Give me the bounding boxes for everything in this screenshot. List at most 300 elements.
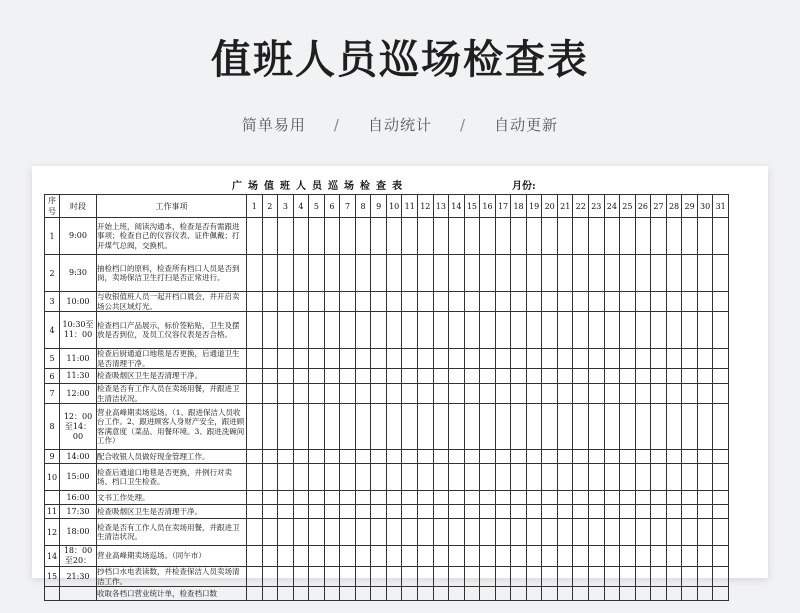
day-check-cell[interactable] <box>262 567 278 587</box>
day-check-cell[interactable] <box>418 255 434 292</box>
day-check-cell[interactable] <box>651 519 667 546</box>
day-check-cell[interactable] <box>386 218 402 255</box>
day-check-cell[interactable] <box>557 255 573 292</box>
day-check-cell[interactable] <box>604 464 620 491</box>
day-check-cell[interactable] <box>666 546 682 567</box>
day-check-cell[interactable] <box>635 218 651 255</box>
day-check-cell[interactable] <box>371 450 387 464</box>
day-check-cell[interactable] <box>449 519 465 546</box>
day-check-cell[interactable] <box>511 505 527 519</box>
day-check-cell[interactable] <box>278 505 294 519</box>
day-check-cell[interactable] <box>511 464 527 491</box>
day-check-cell[interactable] <box>557 292 573 312</box>
day-check-cell[interactable] <box>324 255 340 292</box>
day-check-cell[interactable] <box>418 519 434 546</box>
day-check-cell[interactable] <box>557 384 573 404</box>
day-check-cell[interactable] <box>620 312 636 349</box>
day-check-cell[interactable] <box>682 369 698 384</box>
day-check-cell[interactable] <box>386 369 402 384</box>
day-check-cell[interactable] <box>666 349 682 369</box>
day-check-cell[interactable] <box>573 491 589 505</box>
day-check-cell[interactable] <box>262 349 278 369</box>
day-check-cell[interactable] <box>573 404 589 450</box>
day-check-cell[interactable] <box>620 349 636 369</box>
day-check-cell[interactable] <box>713 546 729 567</box>
day-check-cell[interactable] <box>433 312 449 349</box>
day-check-cell[interactable] <box>324 519 340 546</box>
day-check-cell[interactable] <box>573 369 589 384</box>
day-check-cell[interactable] <box>262 218 278 255</box>
day-check-cell[interactable] <box>713 384 729 404</box>
day-check-cell[interactable] <box>620 218 636 255</box>
day-check-cell[interactable] <box>386 505 402 519</box>
day-check-cell[interactable] <box>604 491 620 505</box>
day-check-cell[interactable] <box>340 404 356 450</box>
day-check-cell[interactable] <box>309 450 325 464</box>
day-check-cell[interactable] <box>635 292 651 312</box>
day-check-cell[interactable] <box>651 546 667 567</box>
day-check-cell[interactable] <box>278 491 294 505</box>
day-check-cell[interactable] <box>324 312 340 349</box>
day-check-cell[interactable] <box>340 567 356 587</box>
day-check-cell[interactable] <box>386 450 402 464</box>
day-check-cell[interactable] <box>324 491 340 505</box>
day-check-cell[interactable] <box>635 546 651 567</box>
day-check-cell[interactable] <box>526 519 542 546</box>
day-check-cell[interactable] <box>449 567 465 587</box>
day-check-cell[interactable] <box>511 587 527 601</box>
day-check-cell[interactable] <box>293 384 309 404</box>
day-check-cell[interactable] <box>418 384 434 404</box>
day-check-cell[interactable] <box>247 587 263 601</box>
day-check-cell[interactable] <box>262 369 278 384</box>
day-check-cell[interactable] <box>480 491 496 505</box>
day-check-cell[interactable] <box>495 505 511 519</box>
day-check-cell[interactable] <box>247 255 263 292</box>
day-check-cell[interactable] <box>666 369 682 384</box>
day-check-cell[interactable] <box>557 404 573 450</box>
day-check-cell[interactable] <box>573 464 589 491</box>
day-check-cell[interactable] <box>526 491 542 505</box>
day-check-cell[interactable] <box>480 450 496 464</box>
day-check-cell[interactable] <box>402 255 418 292</box>
day-check-cell[interactable] <box>589 384 605 404</box>
day-check-cell[interactable] <box>495 384 511 404</box>
day-check-cell[interactable] <box>480 505 496 519</box>
day-check-cell[interactable] <box>262 255 278 292</box>
day-check-cell[interactable] <box>713 464 729 491</box>
day-check-cell[interactable] <box>713 292 729 312</box>
day-check-cell[interactable] <box>340 587 356 601</box>
day-check-cell[interactable] <box>604 349 620 369</box>
day-check-cell[interactable] <box>682 349 698 369</box>
day-check-cell[interactable] <box>713 519 729 546</box>
day-check-cell[interactable] <box>651 450 667 464</box>
day-check-cell[interactable] <box>651 218 667 255</box>
day-check-cell[interactable] <box>433 587 449 601</box>
day-check-cell[interactable] <box>371 404 387 450</box>
day-check-cell[interactable] <box>526 384 542 404</box>
day-check-cell[interactable] <box>464 349 480 369</box>
day-check-cell[interactable] <box>371 384 387 404</box>
day-check-cell[interactable] <box>293 292 309 312</box>
day-check-cell[interactable] <box>293 312 309 349</box>
day-check-cell[interactable] <box>511 519 527 546</box>
day-check-cell[interactable] <box>526 349 542 369</box>
day-check-cell[interactable] <box>666 519 682 546</box>
day-check-cell[interactable] <box>386 349 402 369</box>
day-check-cell[interactable] <box>355 505 371 519</box>
day-check-cell[interactable] <box>402 491 418 505</box>
day-check-cell[interactable] <box>449 587 465 601</box>
day-check-cell[interactable] <box>713 587 729 601</box>
day-check-cell[interactable] <box>542 292 558 312</box>
day-check-cell[interactable] <box>511 312 527 349</box>
day-check-cell[interactable] <box>620 404 636 450</box>
day-check-cell[interactable] <box>682 255 698 292</box>
day-check-cell[interactable] <box>262 464 278 491</box>
day-check-cell[interactable] <box>449 546 465 567</box>
day-check-cell[interactable] <box>340 464 356 491</box>
day-check-cell[interactable] <box>278 292 294 312</box>
day-check-cell[interactable] <box>449 464 465 491</box>
day-check-cell[interactable] <box>402 464 418 491</box>
day-check-cell[interactable] <box>682 505 698 519</box>
day-check-cell[interactable] <box>433 255 449 292</box>
day-check-cell[interactable] <box>464 312 480 349</box>
day-check-cell[interactable] <box>682 404 698 450</box>
day-check-cell[interactable] <box>604 450 620 464</box>
day-check-cell[interactable] <box>309 255 325 292</box>
day-check-cell[interactable] <box>635 505 651 519</box>
day-check-cell[interactable] <box>262 491 278 505</box>
day-check-cell[interactable] <box>433 369 449 384</box>
day-check-cell[interactable] <box>542 567 558 587</box>
day-check-cell[interactable] <box>309 505 325 519</box>
day-check-cell[interactable] <box>697 519 713 546</box>
day-check-cell[interactable] <box>557 491 573 505</box>
day-check-cell[interactable] <box>262 312 278 349</box>
day-check-cell[interactable] <box>324 464 340 491</box>
day-check-cell[interactable] <box>573 255 589 292</box>
day-check-cell[interactable] <box>371 312 387 349</box>
day-check-cell[interactable] <box>557 450 573 464</box>
day-check-cell[interactable] <box>464 292 480 312</box>
day-check-cell[interactable] <box>247 218 263 255</box>
day-check-cell[interactable] <box>713 218 729 255</box>
day-check-cell[interactable] <box>589 292 605 312</box>
day-check-cell[interactable] <box>604 567 620 587</box>
day-check-cell[interactable] <box>247 505 263 519</box>
day-check-cell[interactable] <box>635 491 651 505</box>
day-check-cell[interactable] <box>386 546 402 567</box>
day-check-cell[interactable] <box>402 312 418 349</box>
day-check-cell[interactable] <box>542 255 558 292</box>
day-check-cell[interactable] <box>682 491 698 505</box>
day-check-cell[interactable] <box>480 349 496 369</box>
day-check-cell[interactable] <box>511 404 527 450</box>
day-check-cell[interactable] <box>697 491 713 505</box>
day-check-cell[interactable] <box>449 450 465 464</box>
day-check-cell[interactable] <box>666 384 682 404</box>
day-check-cell[interactable] <box>262 519 278 546</box>
day-check-cell[interactable] <box>620 567 636 587</box>
day-check-cell[interactable] <box>620 546 636 567</box>
day-check-cell[interactable] <box>604 384 620 404</box>
day-check-cell[interactable] <box>604 546 620 567</box>
day-check-cell[interactable] <box>340 255 356 292</box>
day-check-cell[interactable] <box>449 491 465 505</box>
day-check-cell[interactable] <box>433 505 449 519</box>
day-check-cell[interactable] <box>713 404 729 450</box>
day-check-cell[interactable] <box>713 567 729 587</box>
day-check-cell[interactable] <box>371 255 387 292</box>
day-check-cell[interactable] <box>324 349 340 369</box>
day-check-cell[interactable] <box>371 505 387 519</box>
day-check-cell[interactable] <box>449 505 465 519</box>
day-check-cell[interactable] <box>309 491 325 505</box>
day-check-cell[interactable] <box>635 349 651 369</box>
day-check-cell[interactable] <box>340 546 356 567</box>
day-check-cell[interactable] <box>371 546 387 567</box>
day-check-cell[interactable] <box>247 464 263 491</box>
day-check-cell[interactable] <box>433 349 449 369</box>
day-check-cell[interactable] <box>651 384 667 404</box>
day-check-cell[interactable] <box>433 384 449 404</box>
day-check-cell[interactable] <box>247 519 263 546</box>
day-check-cell[interactable] <box>713 369 729 384</box>
day-check-cell[interactable] <box>542 505 558 519</box>
day-check-cell[interactable] <box>697 505 713 519</box>
day-check-cell[interactable] <box>635 312 651 349</box>
day-check-cell[interactable] <box>340 384 356 404</box>
day-check-cell[interactable] <box>573 587 589 601</box>
day-check-cell[interactable] <box>418 450 434 464</box>
day-check-cell[interactable] <box>324 292 340 312</box>
day-check-cell[interactable] <box>589 567 605 587</box>
day-check-cell[interactable] <box>542 404 558 450</box>
day-check-cell[interactable] <box>620 464 636 491</box>
day-check-cell[interactable] <box>682 292 698 312</box>
day-check-cell[interactable] <box>386 312 402 349</box>
day-check-cell[interactable] <box>651 505 667 519</box>
day-check-cell[interactable] <box>542 450 558 464</box>
day-check-cell[interactable] <box>635 567 651 587</box>
day-check-cell[interactable] <box>433 546 449 567</box>
day-check-cell[interactable] <box>386 292 402 312</box>
day-check-cell[interactable] <box>604 312 620 349</box>
day-check-cell[interactable] <box>402 349 418 369</box>
day-check-cell[interactable] <box>557 519 573 546</box>
day-check-cell[interactable] <box>697 450 713 464</box>
day-check-cell[interactable] <box>262 546 278 567</box>
day-check-cell[interactable] <box>464 519 480 546</box>
day-check-cell[interactable] <box>666 587 682 601</box>
day-check-cell[interactable] <box>557 546 573 567</box>
day-check-cell[interactable] <box>573 218 589 255</box>
day-check-cell[interactable] <box>542 519 558 546</box>
day-check-cell[interactable] <box>355 450 371 464</box>
day-check-cell[interactable] <box>697 312 713 349</box>
day-check-cell[interactable] <box>340 519 356 546</box>
day-check-cell[interactable] <box>682 546 698 567</box>
day-check-cell[interactable] <box>278 404 294 450</box>
day-check-cell[interactable] <box>278 519 294 546</box>
day-check-cell[interactable] <box>355 519 371 546</box>
day-check-cell[interactable] <box>526 464 542 491</box>
day-check-cell[interactable] <box>464 369 480 384</box>
day-check-cell[interactable] <box>464 218 480 255</box>
day-check-cell[interactable] <box>697 292 713 312</box>
day-check-cell[interactable] <box>247 491 263 505</box>
day-check-cell[interactable] <box>278 218 294 255</box>
day-check-cell[interactable] <box>480 519 496 546</box>
day-check-cell[interactable] <box>386 491 402 505</box>
day-check-cell[interactable] <box>651 369 667 384</box>
day-check-cell[interactable] <box>247 404 263 450</box>
day-check-cell[interactable] <box>573 292 589 312</box>
day-check-cell[interactable] <box>604 505 620 519</box>
day-check-cell[interactable] <box>495 491 511 505</box>
day-check-cell[interactable] <box>589 349 605 369</box>
day-check-cell[interactable] <box>340 369 356 384</box>
day-check-cell[interactable] <box>293 546 309 567</box>
day-check-cell[interactable] <box>557 312 573 349</box>
day-check-cell[interactable] <box>309 546 325 567</box>
day-check-cell[interactable] <box>371 218 387 255</box>
day-check-cell[interactable] <box>386 519 402 546</box>
day-check-cell[interactable] <box>697 567 713 587</box>
day-check-cell[interactable] <box>542 491 558 505</box>
day-check-cell[interactable] <box>511 292 527 312</box>
day-check-cell[interactable] <box>418 587 434 601</box>
day-check-cell[interactable] <box>573 384 589 404</box>
day-check-cell[interactable] <box>495 519 511 546</box>
day-check-cell[interactable] <box>589 218 605 255</box>
day-check-cell[interactable] <box>247 384 263 404</box>
day-check-cell[interactable] <box>449 312 465 349</box>
day-check-cell[interactable] <box>666 292 682 312</box>
day-check-cell[interactable] <box>682 464 698 491</box>
day-check-cell[interactable] <box>651 464 667 491</box>
day-check-cell[interactable] <box>713 349 729 369</box>
day-check-cell[interactable] <box>495 369 511 384</box>
day-check-cell[interactable] <box>620 369 636 384</box>
day-check-cell[interactable] <box>464 384 480 404</box>
day-check-cell[interactable] <box>293 519 309 546</box>
day-check-cell[interactable] <box>635 519 651 546</box>
day-check-cell[interactable] <box>418 464 434 491</box>
day-check-cell[interactable] <box>418 546 434 567</box>
day-check-cell[interactable] <box>247 450 263 464</box>
day-check-cell[interactable] <box>355 404 371 450</box>
day-check-cell[interactable] <box>620 384 636 404</box>
day-check-cell[interactable] <box>697 384 713 404</box>
day-check-cell[interactable] <box>635 450 651 464</box>
day-check-cell[interactable] <box>542 464 558 491</box>
day-check-cell[interactable] <box>604 587 620 601</box>
day-check-cell[interactable] <box>682 218 698 255</box>
day-check-cell[interactable] <box>589 587 605 601</box>
day-check-cell[interactable] <box>557 567 573 587</box>
day-check-cell[interactable] <box>495 587 511 601</box>
day-check-cell[interactable] <box>324 587 340 601</box>
day-check-cell[interactable] <box>418 292 434 312</box>
day-check-cell[interactable] <box>495 312 511 349</box>
day-check-cell[interactable] <box>573 312 589 349</box>
day-check-cell[interactable] <box>402 519 418 546</box>
day-check-cell[interactable] <box>557 505 573 519</box>
day-check-cell[interactable] <box>324 505 340 519</box>
day-check-cell[interactable] <box>697 349 713 369</box>
day-check-cell[interactable] <box>247 567 263 587</box>
day-check-cell[interactable] <box>511 349 527 369</box>
day-check-cell[interactable] <box>293 587 309 601</box>
day-check-cell[interactable] <box>604 519 620 546</box>
day-check-cell[interactable] <box>293 567 309 587</box>
day-check-cell[interactable] <box>526 450 542 464</box>
day-check-cell[interactable] <box>682 450 698 464</box>
day-check-cell[interactable] <box>433 464 449 491</box>
day-check-cell[interactable] <box>480 255 496 292</box>
day-check-cell[interactable] <box>418 567 434 587</box>
day-check-cell[interactable] <box>495 546 511 567</box>
day-check-cell[interactable] <box>449 255 465 292</box>
day-check-cell[interactable] <box>589 255 605 292</box>
day-check-cell[interactable] <box>449 384 465 404</box>
day-check-cell[interactable] <box>340 312 356 349</box>
day-check-cell[interactable] <box>371 587 387 601</box>
day-check-cell[interactable] <box>589 464 605 491</box>
day-check-cell[interactable] <box>651 491 667 505</box>
day-check-cell[interactable] <box>293 505 309 519</box>
day-check-cell[interactable] <box>402 567 418 587</box>
day-check-cell[interactable] <box>324 404 340 450</box>
day-check-cell[interactable] <box>604 404 620 450</box>
day-check-cell[interactable] <box>355 312 371 349</box>
day-check-cell[interactable] <box>309 384 325 404</box>
day-check-cell[interactable] <box>666 567 682 587</box>
day-check-cell[interactable] <box>620 255 636 292</box>
day-check-cell[interactable] <box>402 218 418 255</box>
day-check-cell[interactable] <box>418 349 434 369</box>
day-check-cell[interactable] <box>511 546 527 567</box>
day-check-cell[interactable] <box>666 491 682 505</box>
day-check-cell[interactable] <box>371 349 387 369</box>
day-check-cell[interactable] <box>682 519 698 546</box>
day-check-cell[interactable] <box>557 464 573 491</box>
day-check-cell[interactable] <box>480 312 496 349</box>
day-check-cell[interactable] <box>355 369 371 384</box>
day-check-cell[interactable] <box>557 349 573 369</box>
day-check-cell[interactable] <box>604 255 620 292</box>
day-check-cell[interactable] <box>402 505 418 519</box>
day-check-cell[interactable] <box>589 519 605 546</box>
day-check-cell[interactable] <box>526 312 542 349</box>
day-check-cell[interactable] <box>355 464 371 491</box>
day-check-cell[interactable] <box>324 450 340 464</box>
day-check-cell[interactable] <box>355 349 371 369</box>
day-check-cell[interactable] <box>495 255 511 292</box>
day-check-cell[interactable] <box>309 349 325 369</box>
day-check-cell[interactable] <box>480 384 496 404</box>
day-check-cell[interactable] <box>713 450 729 464</box>
day-check-cell[interactable] <box>697 369 713 384</box>
day-check-cell[interactable] <box>589 491 605 505</box>
day-check-cell[interactable] <box>355 292 371 312</box>
day-check-cell[interactable] <box>635 464 651 491</box>
day-check-cell[interactable] <box>293 491 309 505</box>
